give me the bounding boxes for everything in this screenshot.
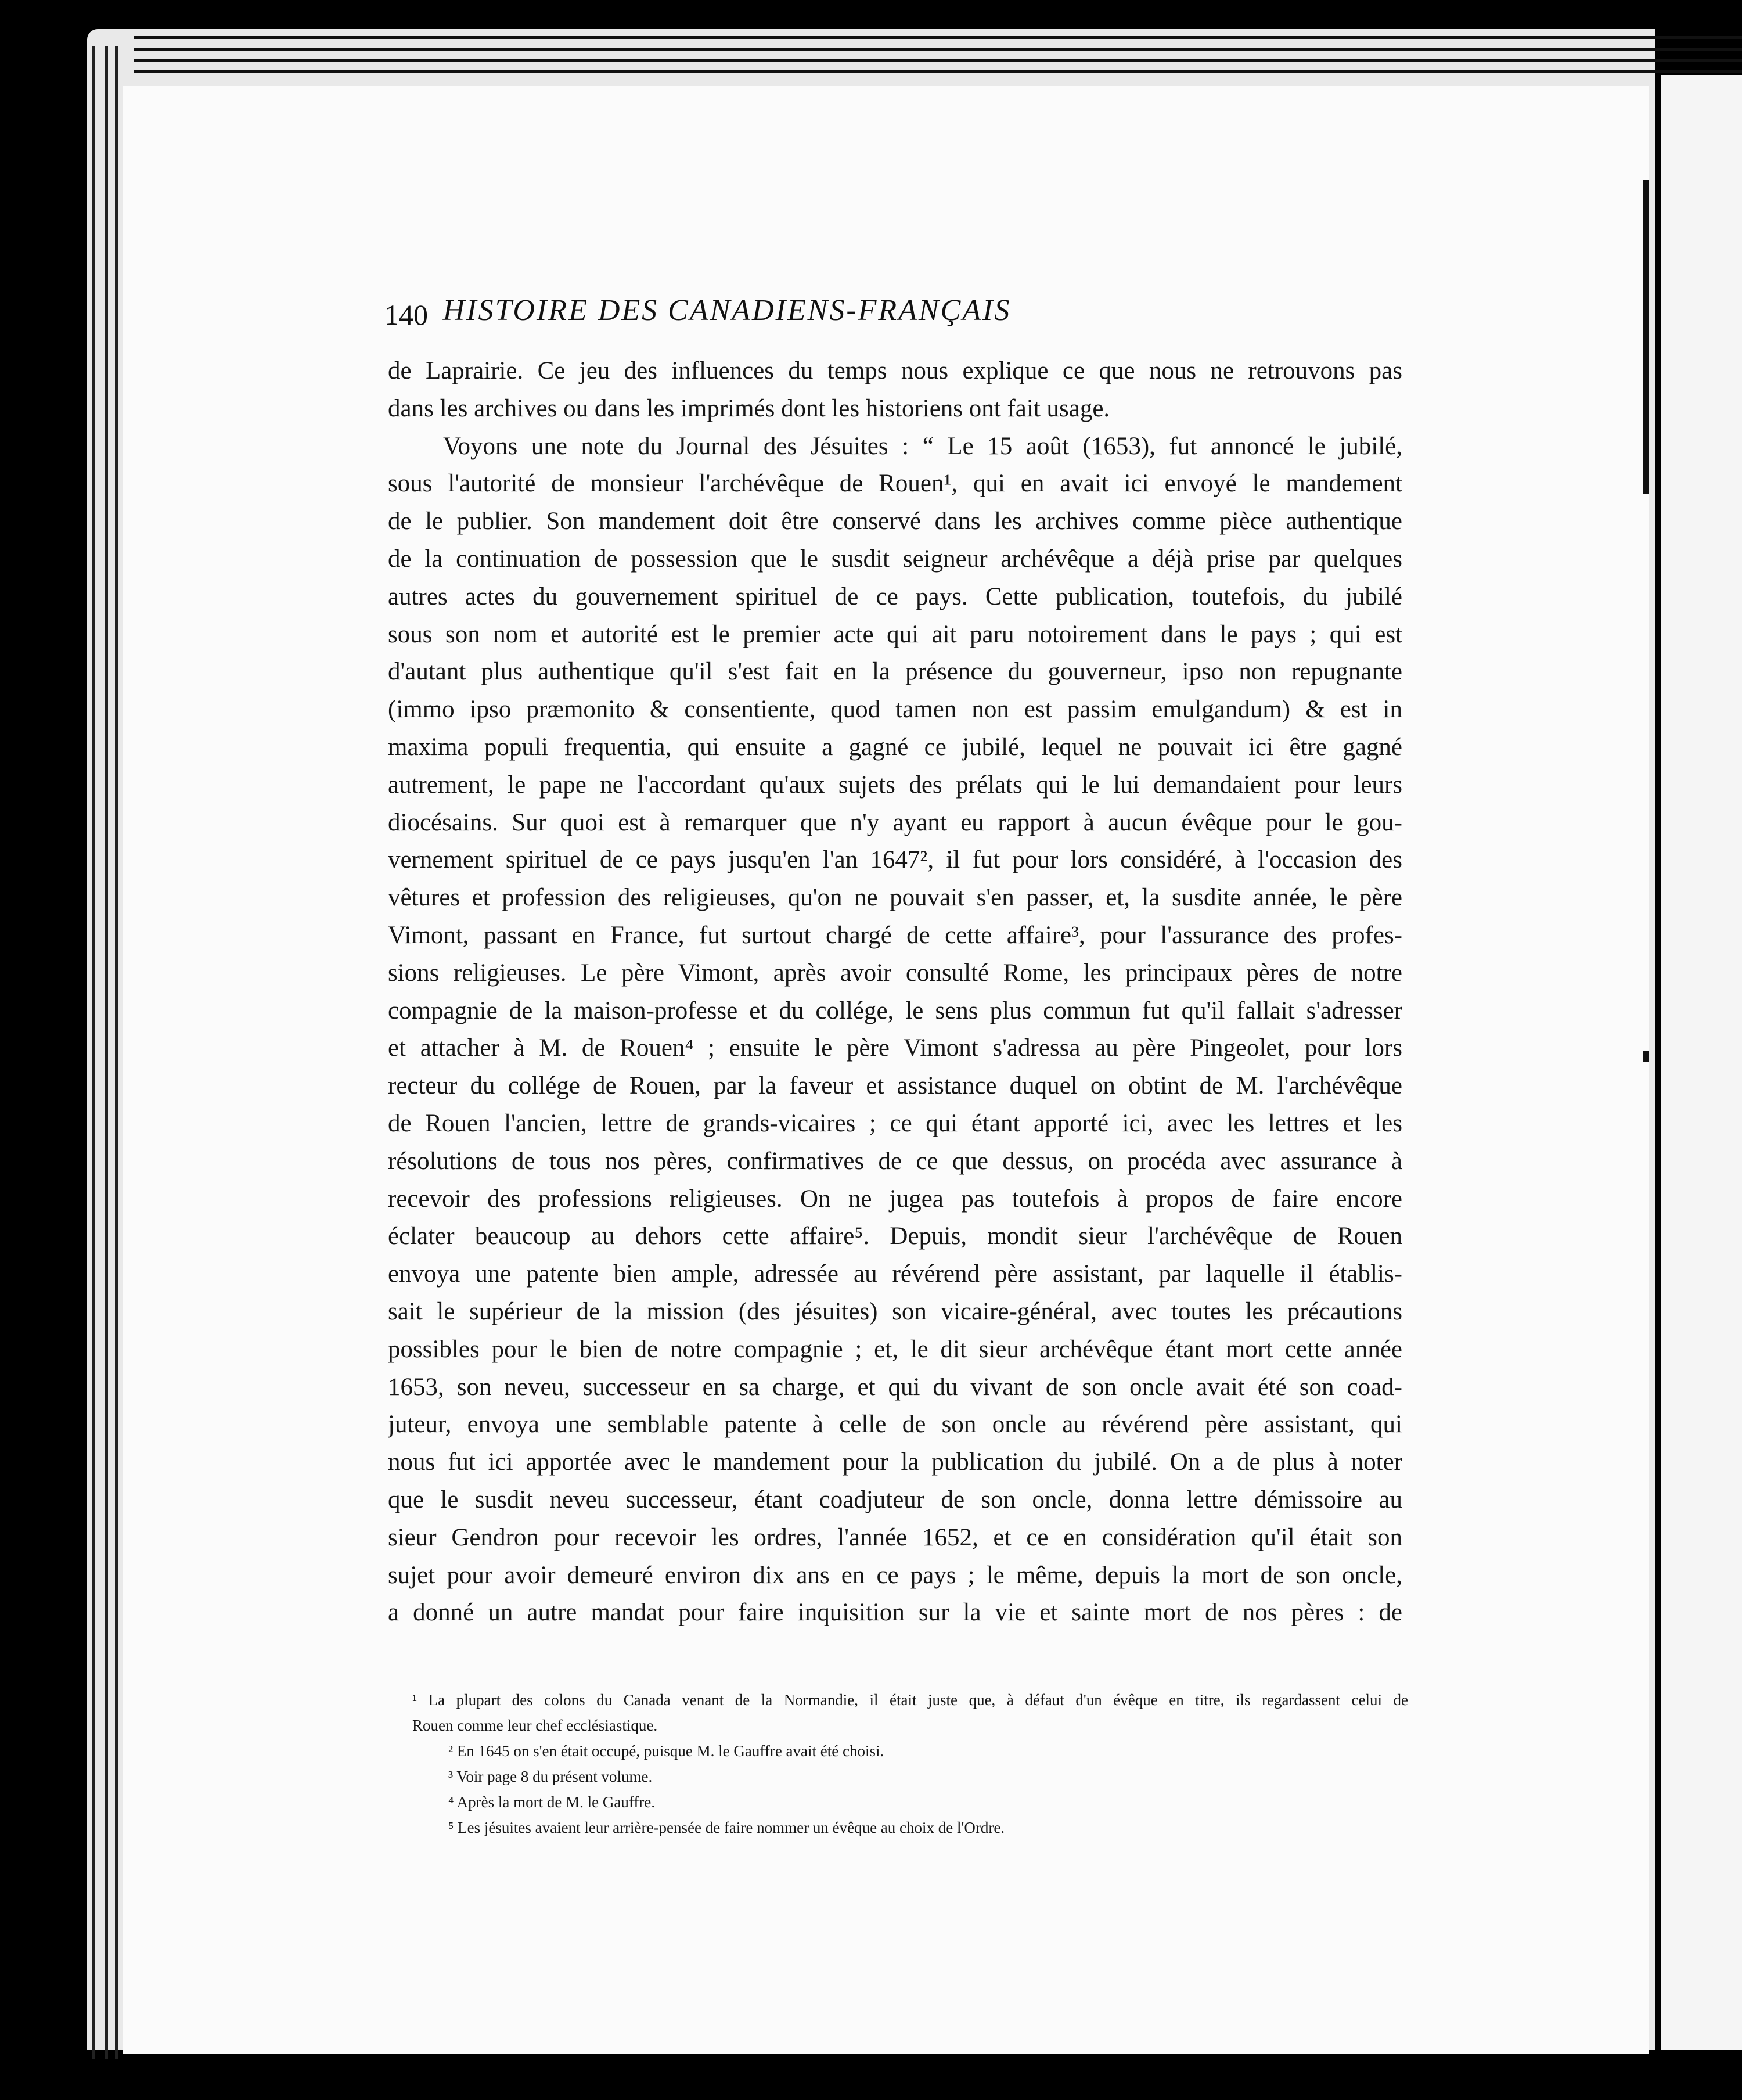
text-line: sous son nom et autorité est le premier acte qui ait paru notoirement dans le pays ; qui est: [388, 620, 1402, 648]
text-line: recteur du collége de Rouen, par la faveur et assistance duquel on obtint de M. l'archévêque: [388, 1072, 1402, 1100]
page-stack-edge: [92, 46, 95, 2059]
page-stack-edge: [134, 59, 1742, 62]
text-line: recevoir des professions religieuses. On ne jugea pas toutefois à propos de faire encore: [388, 1185, 1402, 1213]
text-line: vernement spirituel de ce pays jusqu'en l'an 1647², il fut pour lors considéré, à l'occasion des: [388, 846, 1402, 874]
text-line: de le publier. Son mandement doit être conservé dans les archives comme pièce authentique: [388, 508, 1402, 535]
text-line: a donné un autre mandat pour faire inquisition sur la vie et sainte mort de nos pères : de: [388, 1599, 1402, 1627]
footnote: ² En 1645 on s'en était occupé, puisque M. le Gauffre avait été choisi.: [448, 1742, 884, 1760]
page-stack-edge: [134, 36, 1742, 39]
text-line: autres actes du gouvernement spirituel de ce pays. Cette publication, toutefois, du jubilé: [388, 582, 1402, 610]
text-line: Voyons une note du Journal des Jésuites : “ Le 15 août (1653), fut annoncé le jubilé,: [443, 432, 1402, 460]
text-line: éclater beaucoup au dehors cette affaire⁵. Depuis, mondit sieur l'archévêque de Rouen: [388, 1222, 1402, 1250]
footnotes: [412, 1687, 1408, 1840]
text-line: maxima populi frequentia, qui ensuite a gagné ce jubilé, lequel ne pouvait ici être gagné: [388, 733, 1402, 761]
text-line: d'autant plus authentique qu'il s'est fait en la présence du gouverneur, ipso non repugnante: [388, 658, 1402, 686]
text-line: vêtures et profession des religieuses, qu'on ne pouvait s'en passer, et, la susdite année, le père: [388, 884, 1402, 912]
page-stack-edge: [134, 48, 1742, 51]
footnote: ⁵ Les jésuites avaient leur arrière-pensée de faire nommer un évêque au choix de l'Ordre.: [448, 1819, 1005, 1836]
text-line: Vimont, passant en France, fut surtout chargé de cette affaire³, pour l'assurance des profes-: [388, 921, 1402, 949]
text-line: de la continuation de possession que le susdit seigneur archévêque a déjà prise par quelques: [388, 545, 1402, 573]
page-edge-mark: [1643, 1051, 1649, 1062]
facing-page-edge: [1661, 75, 1742, 2050]
page-number: 140: [384, 299, 428, 331]
text-line: envoya une patente bien ample, adressée au révérend père assistant, par laquelle il établis-: [388, 1260, 1402, 1288]
page-stack-edge: [115, 46, 118, 2059]
page-stack-edge: [105, 46, 108, 2059]
text-line: sait le supérieur de la mission (des jésuites) son vicaire-général, avec toutes les précautions: [388, 1297, 1402, 1325]
footnote: ¹ La plupart des colons du Canada venant de la Normandie, il était juste que, à défaut d'un évêque en titre, ils regardassent celui de: [412, 1691, 1408, 1709]
text-line: autrement, le pape ne l'accordant qu'aux sujets des prélats qui le lui demandaient pour leurs: [388, 771, 1402, 799]
text-line: sous l'autorité de monsieur l'archévêque de Rouen¹, qui en avait ici envoyé le mandement: [388, 470, 1402, 498]
page-edge-mark: [1643, 180, 1649, 494]
text-line: et attacher à M. de Rouen⁴ ; ensuite le père Vimont s'adressa au père Pingeolet, pour lors: [388, 1034, 1402, 1062]
page-stack-edge: [134, 70, 1742, 73]
text-line: sions religieuses. Le père Vimont, après avoir consulté Rome, les principaux pères de notre: [388, 959, 1402, 987]
text-line: sujet pour avoir demeuré environ dix ans en ce pays ; le même, depuis la mort de son oncle,: [388, 1561, 1402, 1589]
running-title: HISTOIRE DES CANADIENS-FRANÇAIS: [442, 294, 1012, 327]
footnote: Rouen comme leur chef ecclésiastique.: [412, 1717, 658, 1734]
footnote: ³ Voir page 8 du présent volume.: [448, 1768, 653, 1785]
text-line: résolutions de tous nos pères, confirmatives de ce que dessus, on procéda avec assurance à: [388, 1147, 1402, 1175]
text-line: 1653, son neveu, successeur en sa charge, et qui du vivant de son oncle avait été son coad-: [388, 1373, 1402, 1401]
page-header: [262, 293, 1192, 340]
text-line: que le susdit neveu successeur, étant coadjuteur de son oncle, donna lettre démissoire au: [388, 1486, 1402, 1513]
text-line: juteur, envoya une semblable patente à celle de son oncle au révérend père assistant, qui: [388, 1411, 1402, 1439]
text-line: (immo ipso præmonito & consentiente, quod tamen non est passim emulgandum) & est in: [388, 696, 1402, 724]
text-line: nous fut ici apportée avec le mandement pour la publication du jubilé. On a de plus à noter: [388, 1448, 1402, 1476]
text-line: diocésains. Sur quoi est à remarquer que n'y ayant eu rapport à aucun évêque pour le gou-: [388, 808, 1402, 836]
text-line: compagnie de la maison-professe et du collége, le sens plus commun fut qu'il fallait s'adresser: [388, 997, 1402, 1024]
text-line: dans les archives ou dans les imprimés dont les historiens ont fait usage.: [388, 394, 1110, 422]
body-text: [388, 353, 1402, 1632]
text-line: de Rouen l'ancien, lettre de grands-vicaires ; ce qui étant apporté ici, avec les lettres et les: [388, 1109, 1402, 1137]
footnote: ⁴ Après la mort de M. le Gauffre.: [448, 1793, 656, 1811]
text-line: de Laprairie. Ce jeu des influences du temps nous explique ce que nous ne retrouvons pas: [388, 357, 1402, 384]
text-line: sieur Gendron pour recevoir les ordres, l'année 1652, et ce en considération qu'il était son: [388, 1523, 1402, 1551]
text-line: possibles pour le bien de notre compagnie ; et, le dit sieur archévêque étant mort cette année: [388, 1335, 1402, 1363]
